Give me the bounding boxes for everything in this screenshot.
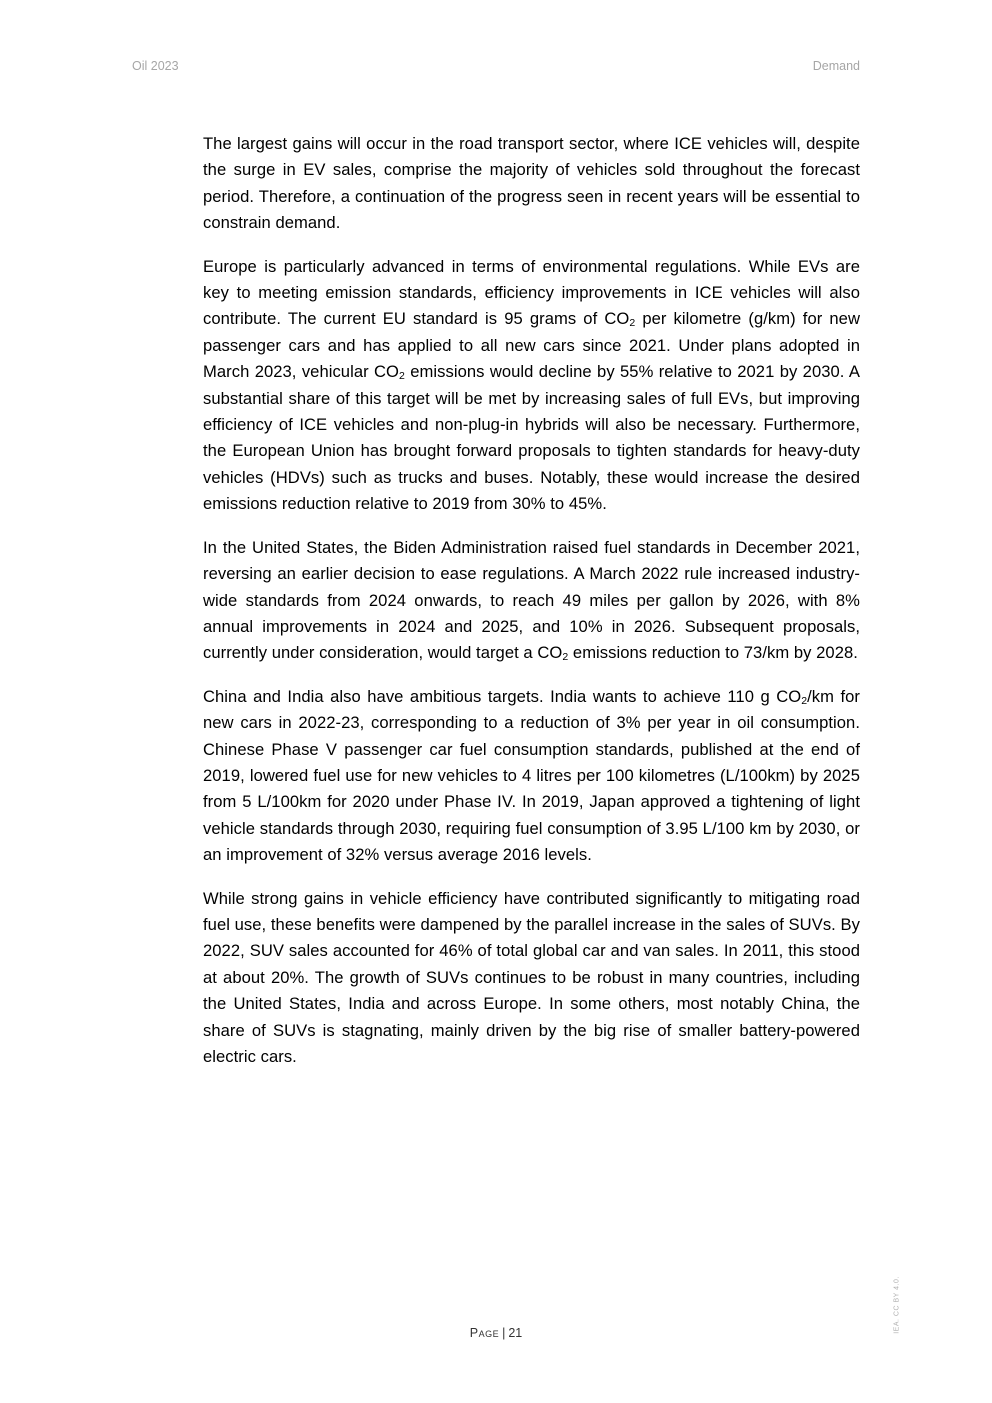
paragraph-text: /km for new cars in 2022-23, corresponding to a reduction of 3% per year in oil consumption. Chinese Phase V passenger car fuel consumption standards, published at the end of 2019, lowered fuel use for new vehicles to 4 litres per 100 kilometres (L/100km) by 2025 from 5 L/100km for 2020 under Phase IV. In 2019, Japan approved a tightening of light vehicle standards through 2030, requiring fuel consumption of 3.95 L/100 km by 2030, or an improvement of 32% versus average 2016 levels. (203, 686, 860, 865)
subscript: 2 (399, 370, 405, 383)
paragraph-text: emissions would decline by 55% relative to 2021 by 2030. A substantial share of this target will be met by increasing sales of full EVs, but improving efficiency of ICE vehicles and non-plug-in hybrids will also be necessary. Furthermore, the European Union has brought forward proposals to tighten standards for heavy-duty vehicles (HDVs) such as trucks and buses. Notably, these would increase the desired emissions reduction relative to 2019 from 30% to 45%. (203, 362, 860, 514)
paragraph-text: emissions reduction to 73/km by 2028. (568, 643, 858, 663)
paragraph-text: China and India also have ambitious targets. India wants to achieve 110 g CO (203, 686, 802, 706)
subscript: 2 (801, 694, 808, 707)
paragraph-5 (203, 886, 860, 1071)
paragraph-text: In the United States, the Biden Administration raised fuel standards in December 2021, reversing an earlier decision to ease regulations. A March 2022 rule increased industry-wide standards from 2024 onwards, to reach 49 miles per gallon by 2026, with 8% annual improvements in 2024 and 2025, and 10% in 2026. Subsequent proposals, currently under consideration, would target a CO (203, 537, 860, 663)
subscript: 2 (562, 651, 569, 664)
paragraph-1 (203, 131, 860, 237)
paragraph-4 (203, 684, 860, 869)
paragraph-2 (203, 254, 860, 518)
paragraph-text: Europe is particularly advanced in terms of environmental regulations. While EVs are key to meeting emission standards, efficiency improvements in ICE vehicles will also contribute. The current EU standard is 95 grams of CO (203, 256, 860, 329)
page-number: 21 (508, 1326, 523, 1340)
document-body (203, 131, 860, 1087)
page-footer (0, 1326, 992, 1340)
paragraph-text: The largest gains will occur in the road transport sector, where ICE vehicles will, despite the surge in EV sales, comprise the majority of vehicles sold throughout the forecast period. Therefore, a continuation of the progress seen in recent years will be essential to constrain demand. (203, 134, 860, 233)
paragraph-text: per kilometre (g/km) for new passenger cars and has applied to all new cars since 2021. Under plans adopted in March 2023, vehicular CO (203, 309, 860, 382)
paragraph-text: While strong gains in vehicle efficiency have contributed significantly to mitigating road fuel use, these benefits were dampened by the parallel increase in the sales of SUVs. By 2022, SUV sales accounted for 46% of total global car and van sales. In 2011, this stood at about 20%. The growth of SUVs continues to be robust in many countries, including the United States, India and across Europe. In some others, most notably China, the share of SUVs is stagnating, mainly driven by the big rise of smaller battery-powered electric cars. (203, 888, 860, 1066)
page-separator: | (502, 1326, 506, 1340)
subscript: 2 (629, 317, 636, 330)
running-header-title: Oil 2023 (132, 59, 179, 73)
license-watermark: IEA. CC BY 4.0. (893, 1276, 901, 1334)
paragraph-3 (203, 535, 860, 667)
running-header-section: Demand (812, 59, 860, 73)
page-label: Page (469, 1326, 500, 1340)
